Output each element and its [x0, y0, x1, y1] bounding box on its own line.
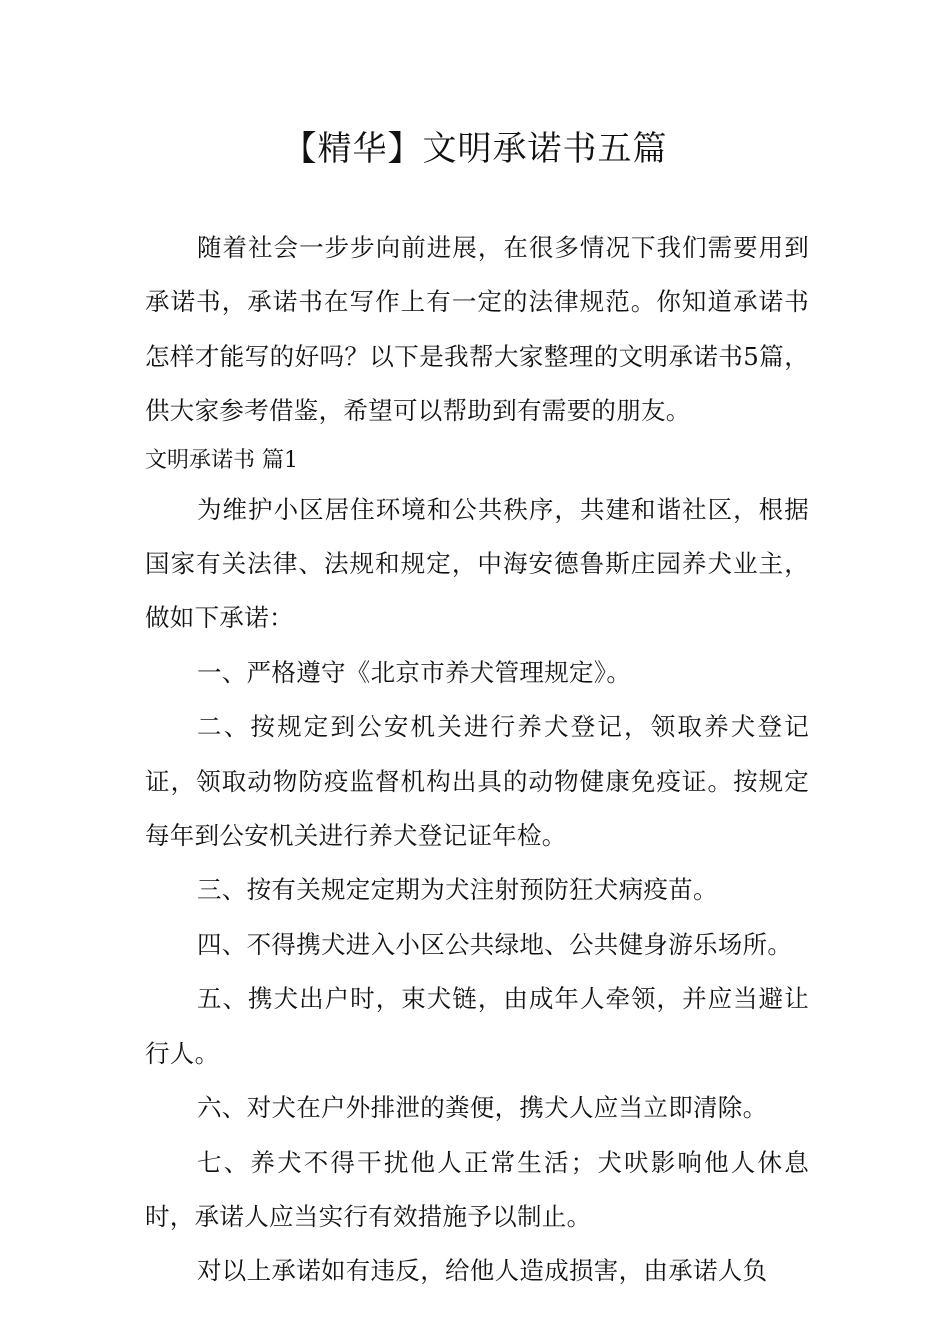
commitment-item-1: 一、严格遵守《北京市养犬管理规定》。: [197, 657, 632, 687]
commitment-item-4: 四、不得携犬进入小区公共绿地、公共健身游乐场所。: [197, 929, 793, 959]
document-title: 【精华】文明承诺书五篇: [282, 129, 668, 169]
commitment-item-7: 七、养犬不得干扰他人正常生活；犬吠影响他人休息时，承诺人应当实行有效措施予以制止。: [145, 1147, 809, 1231]
closing-paragraph: 对以上承诺如有违反，给他人造成损害，由承诺人负: [197, 1256, 768, 1286]
intro-paragraph: 随着社会一步步向前进展，在很多情况下我们需要用到承诺书，承诺书在写作上有一定的法律规范。你知道承诺书怎样才能写的好吗？以下是我帮大家整理的文明承诺书5篇，供大家参考借鉴，希望可以帮助到有需要的朋友。: [145, 233, 809, 426]
commitment-item-3: 三、按有关规定定期为犬注射预防狂犬病疫苗。: [197, 875, 718, 905]
commitment-item-6: 六、对犬在户外排泄的粪便，携犬人应当立即清除。: [197, 1093, 768, 1123]
document-body: [145, 221, 809, 1299]
section-heading-1: 文明承诺书 篇1: [145, 447, 298, 473]
commitment-item-2: 二、按规定到公安机关进行养犬登记，领取养犬登记证，领取动物防疫监督机构出具的动物健康免疫证。按规定每年到公安机关进行养犬登记证年检。: [145, 712, 809, 851]
commitment-preamble: 为维护小区居住环境和公共秩序，共建和谐社区，根据国家有关法律、法规和规定，中海安德鲁斯庄园养犬业主，做如下承诺：: [145, 494, 809, 633]
commitment-item-5: 五、携犬出户时，束犬链，由成年人牵领，并应当避让行人。: [145, 984, 809, 1068]
